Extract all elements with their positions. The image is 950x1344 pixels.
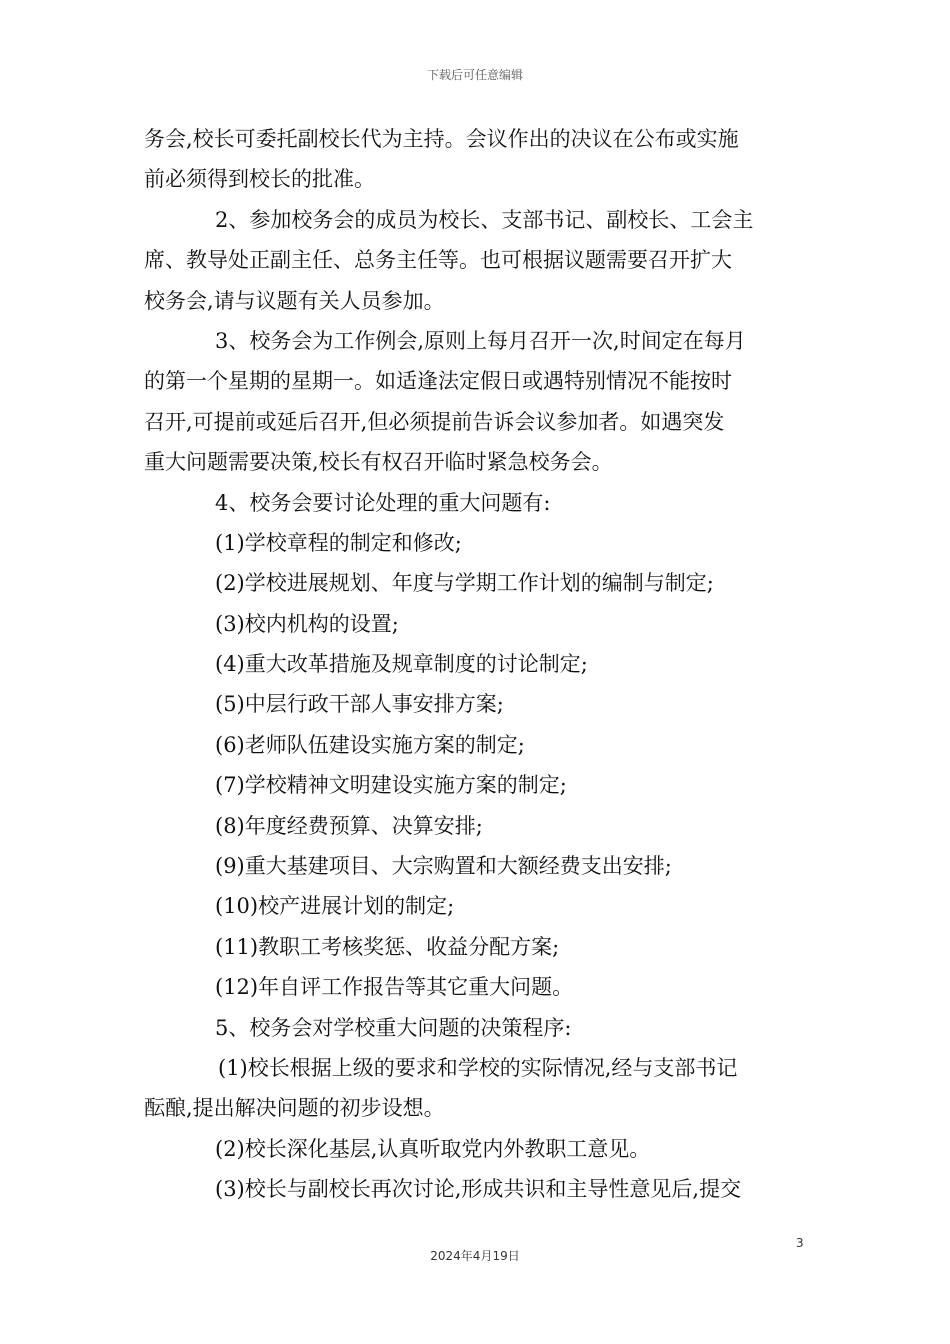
text-line: 2、参加校务会的成员为校长、支部书记、副校长、工会主: [215, 207, 754, 232]
text-line: 的第一个星期的星期一。如适逢法定假日或遇特别情况不能按时: [144, 369, 732, 394]
list-item: (10)校产进展计划的制定;: [215, 894, 455, 919]
text-line: 召开,可提前或延后召开,但必须提前告诉会议参加者。如遇突发: [144, 409, 725, 434]
document-body: [144, 119, 810, 1210]
list-item: (1)学校章程的制定和修改;: [215, 530, 462, 555]
text-line: 5、校务会对学校重大问题的决策程序:: [215, 1015, 572, 1040]
text-line: 前必须得到校长的批准。: [144, 167, 375, 192]
page-header: 下载后可任意编辑: [426, 68, 523, 82]
list-item: (2)校长深化基层,认真听取党内外教职工意见。: [215, 1136, 651, 1161]
page-footer-date: 2024年4月19日: [430, 1249, 520, 1263]
list-item: (12)年自评工作报告等其它重大问题。: [215, 975, 574, 1000]
list-item: (4)重大改革措施及规章制度的讨论制定;: [215, 652, 588, 677]
list-item: (9)重大基建项目、大宗购置和大额经费支出安排;: [215, 854, 672, 879]
text-line: 3、校务会为工作例会,原则上每月召开一次,时间定在每月: [215, 328, 746, 353]
text-line: 重大问题需要决策,校长有权召开临时紧急校务会。: [144, 450, 613, 475]
list-item: (5)中层行政干部人事安排方案;: [215, 692, 504, 717]
text-line: 酝酿,提出解决问题的初步设想。: [144, 1096, 445, 1121]
list-item: (8)年度经费预算、决算安排;: [215, 813, 483, 838]
text-line: 席、教导处正副主任、总务主任等。也可根据议题需要召开扩大: [144, 248, 732, 273]
text-line: 4、校务会要讨论处理的重大问题有:: [215, 490, 551, 515]
list-item: (2)学校进展规划、年度与学期工作计划的编制与制定;: [215, 571, 714, 596]
list-item: (1)校长根据上级的要求和学校的实际情况,经与支部书记: [218, 1055, 738, 1080]
text-line: 校务会,请与议题有关人员参加。: [144, 288, 445, 313]
list-item: (3)校内机构的设置;: [215, 611, 399, 636]
list-item: (6)老师队伍建设实施方案的制定;: [215, 732, 525, 757]
page-number: 3: [796, 1236, 804, 1250]
list-item: (7)学校精神文明建设实施方案的制定;: [215, 773, 567, 798]
list-item: (11)教职工考核奖惩、收益分配方案;: [215, 934, 560, 959]
list-item: (3)校长与副校长再次讨论,形成共识和主导性意见后,提交: [215, 1177, 742, 1202]
text-line: 务会,校长可委托副校长代为主持。会议作出的决议在公布或实施: [144, 127, 739, 151]
